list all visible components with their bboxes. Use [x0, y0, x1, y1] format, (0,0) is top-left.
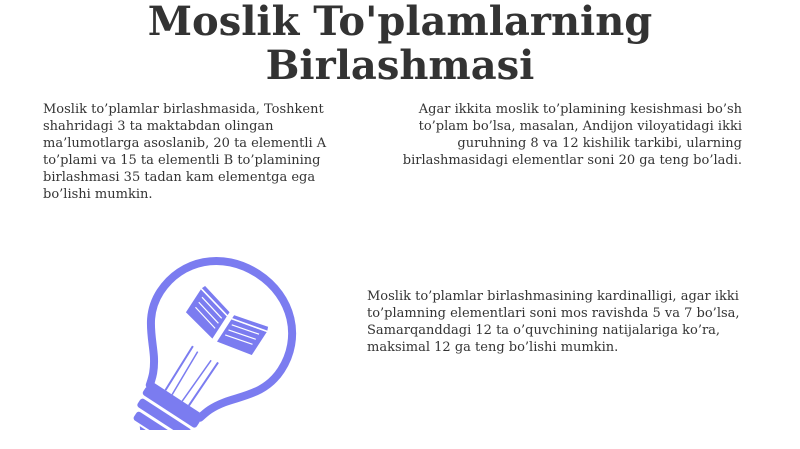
page-title	[0, 0, 800, 88]
paragraph-bottom: Moslik to’plamlar birlashmasining kardinalligi, agar ikki to’plamning elementlari soni mos ravishda 5 va 7 bo’lsa, Samarqanddagi 12 ta o’quvchining natijalariga ko’ra, maksimal 12 ga teng bo’lishi mumkin.	[367, 289, 740, 355]
page-title-line1: Moslik To'plamlarning	[147, 0, 653, 45]
lightbulb-books-icon	[100, 250, 310, 430]
page-title-line2: Birlashmasi	[265, 42, 535, 89]
paragraph-right: Agar ikkita moslik to’plamining kesishmasi bo’sh to’plam bo’lsa, masalan, Andijon viloyatidagi ikki guruhning 8 va 12 kishilik tarkibi, ularning birlashmasidagi elementlar soni 20 ga teng bo’ladi.	[402, 102, 742, 168]
paragraph-left: Moslik to’plamlar birlashmasida, Toshkent shahridagi 3 ta maktabdan olingan ma’lumotlarga asoslanib, 20 ta elementli A to’plami va 15 ta elementli B to’plamining birlashmasi 35 tadan kam elementga ega bo’lishi mumkin.	[43, 102, 327, 202]
